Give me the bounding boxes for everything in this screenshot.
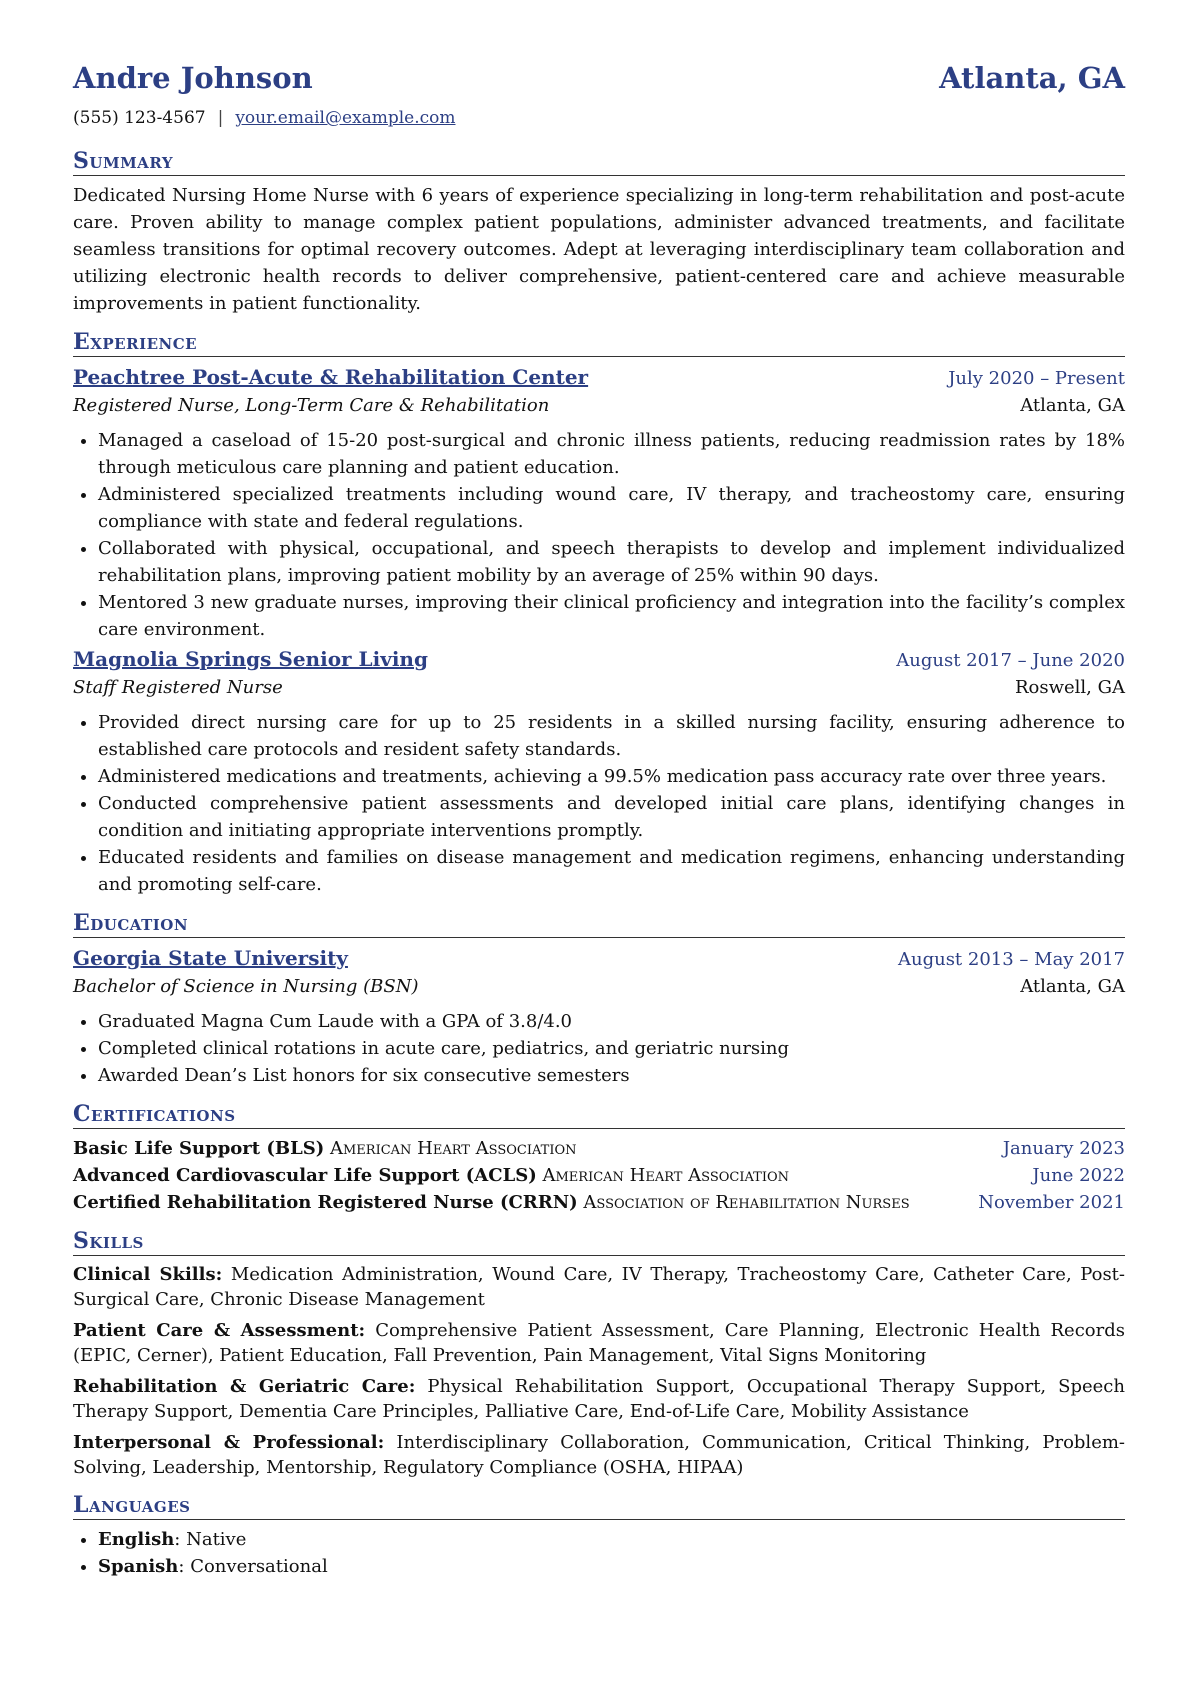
skill-group-items: Medication Administration, Wound Care, IV Therapy, Tracheostomy Care, Catheter Care, Post-Surgical Care, Chronic Disease Management <box>73 1264 1125 1310</box>
bullet-list <box>73 427 1125 643</box>
school-location: Atlanta, GA <box>1020 976 1125 997</box>
skill-group <box>73 1374 1125 1424</box>
certification-date: January 2023 <box>1002 1138 1125 1159</box>
list-item: • Collaborated with physical, occupational, and speech therapists to develop and implement individualized rehabilitation plans, improving patient mobility by an average of 25% within 90 days. <box>98 535 1125 589</box>
list-item <box>98 1553 1125 1580</box>
section-title-experience: Experience <box>73 329 1125 357</box>
skill-group <box>73 1262 1125 1312</box>
skill-group-label: Interpersonal & Professional: <box>73 1432 385 1453</box>
skill-group <box>73 1318 1125 1368</box>
certification-org: Association of Rehabilitation Nurses <box>583 1192 910 1213</box>
language-name: English <box>98 1529 175 1550</box>
bullet-list <box>73 709 1125 898</box>
job-location: Atlanta, GA <box>1020 395 1125 416</box>
header <box>73 60 1125 96</box>
certification-date: November 2021 <box>978 1192 1125 1213</box>
list-item: • Administered medications and treatments, achieving a 99.5% medication pass accuracy rate over three years. <box>98 763 1125 790</box>
job-location: Roswell, GA <box>1014 677 1125 698</box>
employer-name[interactable]: Magnolia Springs Senior Living <box>73 647 428 671</box>
list-item: • Administered specialized treatments including wound care, IV therapy, and tracheostomy care, ensuring compliance with state and federal regulations. <box>98 481 1125 535</box>
experience-entry <box>73 363 1125 643</box>
certification-name: Certified Rehabilitation Registered Nurse (CRRN) <box>73 1192 578 1213</box>
certification-org: American Heart Association <box>542 1165 790 1186</box>
section-title-certifications: Certifications <box>73 1101 1125 1129</box>
contact-separator: | <box>217 108 224 128</box>
resume-page <box>73 60 1125 1580</box>
certification-name: Basic Life Support (BLS) <box>73 1138 325 1159</box>
certification-list <box>73 1135 1125 1216</box>
certification-row <box>73 1189 1125 1216</box>
certification-name: Advanced Cardiovascular Life Support (ACLS) <box>73 1165 537 1186</box>
list-item: • Managed a caseload of 15-20 post-surgical and chronic illness patients, reducing readmission rates by 18% through meticulous care planning and patient education. <box>98 427 1125 481</box>
list-item <box>98 1526 1125 1553</box>
job-title: Registered Nurse, Long-Term Care & Rehabilitation <box>73 395 550 416</box>
section-title-education: Education <box>73 910 1125 938</box>
education-dates: August 2013 – May 2017 <box>897 949 1125 970</box>
list-item: • Completed clinical rotations in acute care, pediatrics, and geriatric nursing <box>98 1035 1125 1062</box>
list-item: • Conducted comprehensive patient assessments and developed initial care plans, identifying changes in condition and initiating appropriate interventions promptly. <box>98 790 1125 844</box>
candidate-name: Andre Johnson <box>73 61 313 95</box>
employer-name[interactable]: Peachtree Post-Acute & Rehabilitation Center <box>73 365 589 389</box>
degree: Bachelor of Science in Nursing (BSN) <box>73 976 419 997</box>
skill-group-label: Clinical Skills: <box>73 1264 223 1285</box>
language-name: Spanish <box>98 1556 179 1577</box>
education-entry <box>73 944 1125 1089</box>
section-title-languages: Languages <box>73 1492 1125 1520</box>
list-item: • Educated residents and families on disease management and medication regimens, enhancing understanding and promoting self-care. <box>98 844 1125 898</box>
job-title: Staff Registered Nurse <box>73 677 283 698</box>
section-title-summary: Summary <box>73 148 1125 176</box>
summary-text: Dedicated Nursing Home Nurse with 6 years of experience specializing in long-term rehabilitation and post-acute care. Proven ability to manage complex patient populations, administer advanced treatments, and facilitate seamless transitions for optimal recovery outcomes. Adept at leveraging interdisciplinary team collaboration and utilizing electronic health records to deliver comprehensive, patient-centered care and achieve measurable improvements in patient functionality. <box>73 185 1125 314</box>
skill-group-items: Comprehensive Patient Assessment, Care Planning, Electronic Health Records (EPIC, Cerner), Patient Education, Fall Prevention, Pain Management, Vital Signs Monitoring <box>73 1320 1125 1366</box>
contact-line <box>73 106 1125 130</box>
bullet-list <box>73 1008 1125 1089</box>
list-item: • Graduated Magna Cum Laude with a GPA of 3.8/4.0 <box>98 1008 1125 1035</box>
email-link[interactable]: your.email@example.com <box>235 108 456 128</box>
list-item: • Mentored 3 new graduate nurses, improving their clinical proficiency and integration into the facility’s complex care environment. <box>98 589 1125 643</box>
language-list <box>73 1526 1125 1580</box>
certification-date: June 2022 <box>1032 1165 1125 1186</box>
experience-entry <box>73 645 1125 898</box>
phone-number: (555) 123-4567 <box>73 108 206 128</box>
candidate-location: Atlanta, GA <box>939 61 1125 95</box>
skill-group-label: Rehabilitation & Geriatric Care: <box>73 1376 416 1397</box>
section-title-skills: Skills <box>73 1228 1125 1256</box>
employment-dates: July 2020 – Present <box>948 368 1125 389</box>
certification-row <box>73 1162 1125 1189</box>
certification-org: American Heart Association <box>330 1138 577 1159</box>
list-item: • Provided direct nursing care for up to 25 residents in a skilled nursing facility, ensuring adherence to established care protocols and resident safety standards. <box>98 709 1125 763</box>
language-level: : Native <box>174 1529 247 1550</box>
skill-group <box>73 1430 1125 1480</box>
skill-group-items: Interdisciplinary Collaboration, Communication, Critical Thinking, Problem-Solving, Leadership, Mentorship, Regulatory Compliance (OSHA, HIPAA) <box>73 1432 1125 1478</box>
school-name[interactable]: Georgia State University <box>73 946 348 970</box>
skill-group-items: Physical Rehabilitation Support, Occupational Therapy Support, Speech Therapy Support, Dementia Care Principles, Palliative Care, End-of-Life Care, Mobility Assistance <box>73 1376 1125 1422</box>
employment-dates: August 2017 – June 2020 <box>896 650 1125 671</box>
language-level: : Conversational <box>178 1556 328 1577</box>
skill-group-label: Patient Care & Assessment: <box>73 1320 366 1341</box>
certification-row <box>73 1135 1125 1162</box>
list-item: • Awarded Dean’s List honors for six consecutive semesters <box>98 1062 1125 1089</box>
